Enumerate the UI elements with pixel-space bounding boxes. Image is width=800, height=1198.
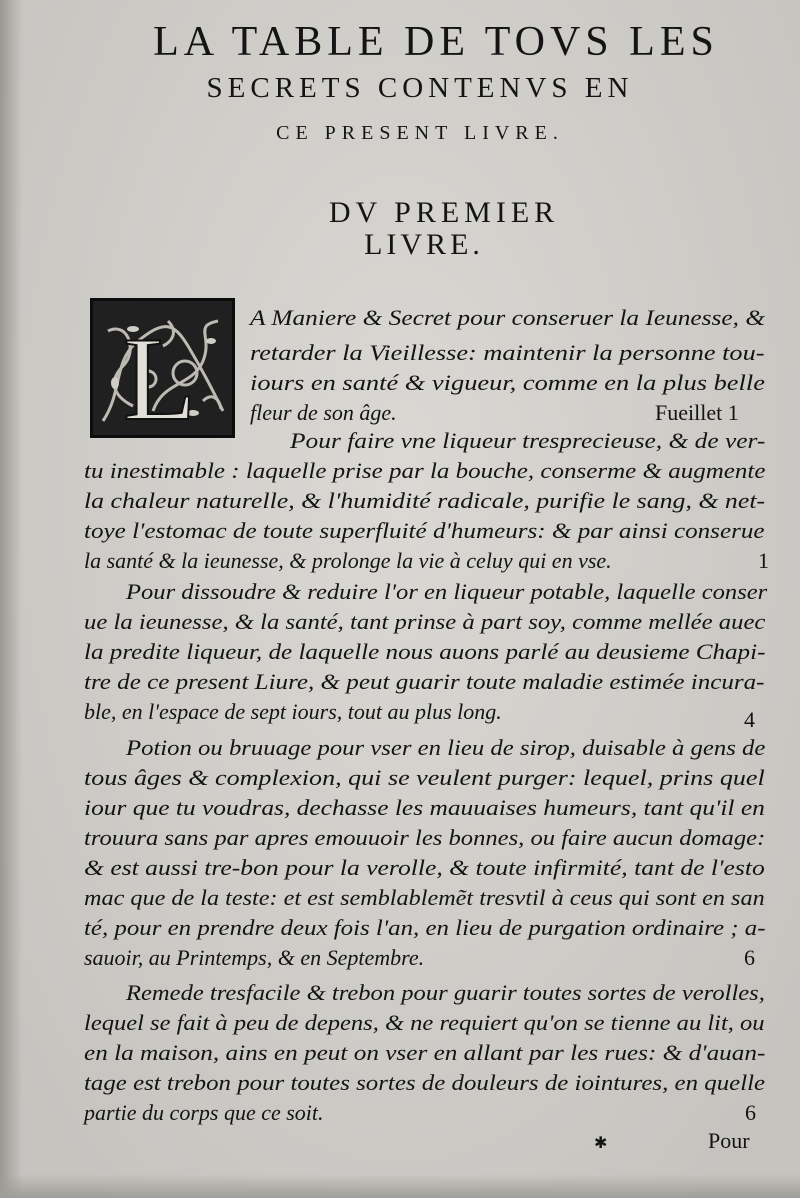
entry-1-folio-reference: Fueillet 1	[655, 400, 739, 425]
page-bottom-shadow	[0, 1174, 800, 1198]
entry-1-line-2: retarder la Vieillesse: maintenir la personne tou-	[250, 340, 765, 365]
entry-4-line-4: trouura sans par apres emouuoir les bonnes, ou faire aucun domage:	[84, 825, 766, 850]
entry-2-folio-reference: 1	[758, 548, 769, 573]
entry-2-line-2: tu inestimable : laquelle prise par la bouche, conserme & augmente	[84, 458, 766, 483]
entry-3-line-5: ble, en l'espace de sept iours, tout au plus long.	[84, 699, 502, 724]
entry-4-line-1: Potion ou bruuage pour vser en lieu de sirop, duisable à gens de	[126, 735, 766, 760]
entry-4-line-7: té, pour en prendre deux fois l'an, en lieu de purgation ordinaire ; a-	[84, 915, 766, 940]
entry-1-line-1: A Maniere & Secret pour conseruer la Ieunesse, &	[250, 305, 766, 330]
entry-5-line-2: lequel se fait à peu de depens, & ne requiert qu'on se tienne au lit, ou	[84, 1010, 765, 1035]
entry-4-line-5: & est aussi tre-bon pour la verolle, & toute infirmité, tant de l'esto	[84, 855, 765, 880]
initial-letter-glyph: L	[123, 312, 197, 435]
entry-3-line-2: ue la ieunesse, & la santé, tant prinse à part soy, comme mellée auec	[84, 609, 766, 634]
entry-2-line-3: la chaleur naturelle, & l'humidité radicale, purifie le sang, & net-	[84, 488, 766, 513]
entry-2-line-5: la santé & la ieunesse, & prolonge la vie à celuy qui en vse.	[84, 548, 612, 573]
entry-4-folio-reference: 6	[744, 945, 755, 970]
entry-2-line-1: Pour faire vne liqueur tresprecieuse, & de ver-	[290, 428, 766, 453]
catchword: Pour	[708, 1128, 750, 1153]
entry-4-line-2: tous âges & complexion, qui se veulent purger: lequel, prins quel	[84, 765, 765, 790]
section-heading-line-2: LIVRE.	[364, 228, 484, 261]
entry-3-folio-reference: 4	[744, 707, 755, 732]
table-title-line-2: SECRETS CONTENVS EN	[206, 72, 634, 104]
entry-4-line-8: sauoir, au Printemps, & en Septembre.	[84, 945, 425, 970]
entry-2-line-4: toye l'estomac de toute superfluité d'humeurs: & par ainsi conserue	[84, 518, 765, 543]
entry-3-line-1: Pour dissoudre & reduire l'or en liqueur potable, laquelle conser	[126, 579, 768, 604]
entry-3-line-3: la predite liqueur, de laquelle nous auons parlé au deusieme Chapi-	[84, 639, 766, 664]
entry-4-line-3: iour que tu voudras, dechasse les mauuaises humeurs, tant qu'il en	[84, 795, 765, 820]
entry-5-line-3: en la maison, ains en peut on vser en allant par les rues: & d'auan-	[84, 1040, 766, 1065]
entry-3-line-4: tre de ce present Liure, & peut guarir toute maladie estimée incura-	[84, 669, 765, 694]
entry-1-line-4: fleur de son âge.	[250, 400, 397, 425]
entry-4-line-6: mac que de la teste: et est semblablemẽt tresvtil à ceus qui sont en san	[84, 885, 765, 910]
entry-5-folio-reference: 6	[745, 1100, 756, 1125]
entry-5-line-1: Remede tresfacile & trebon pour guarir toutes sortes de verolles,	[126, 980, 765, 1005]
entry-5-line-4: tage est trebon pour toutes sortes de douleurs de iointures, en quelle	[84, 1070, 766, 1095]
entry-1-line-3: iours en santé & vigueur, comme en la plus belle	[250, 370, 765, 395]
table-title-line-3: CE PRESENT LIVRE.	[276, 122, 564, 144]
table-title-line-1: LA TABLE DE TOVS LES	[153, 19, 719, 65]
section-heading-line-1: DV PREMIER	[328, 196, 560, 229]
entry-5-line-5: partie du corps que ce soit.	[84, 1100, 324, 1125]
printer-mark: ✱	[594, 1133, 608, 1152]
page-edge-shadow	[0, 0, 22, 1198]
decorated-initial-letter	[90, 298, 235, 438]
